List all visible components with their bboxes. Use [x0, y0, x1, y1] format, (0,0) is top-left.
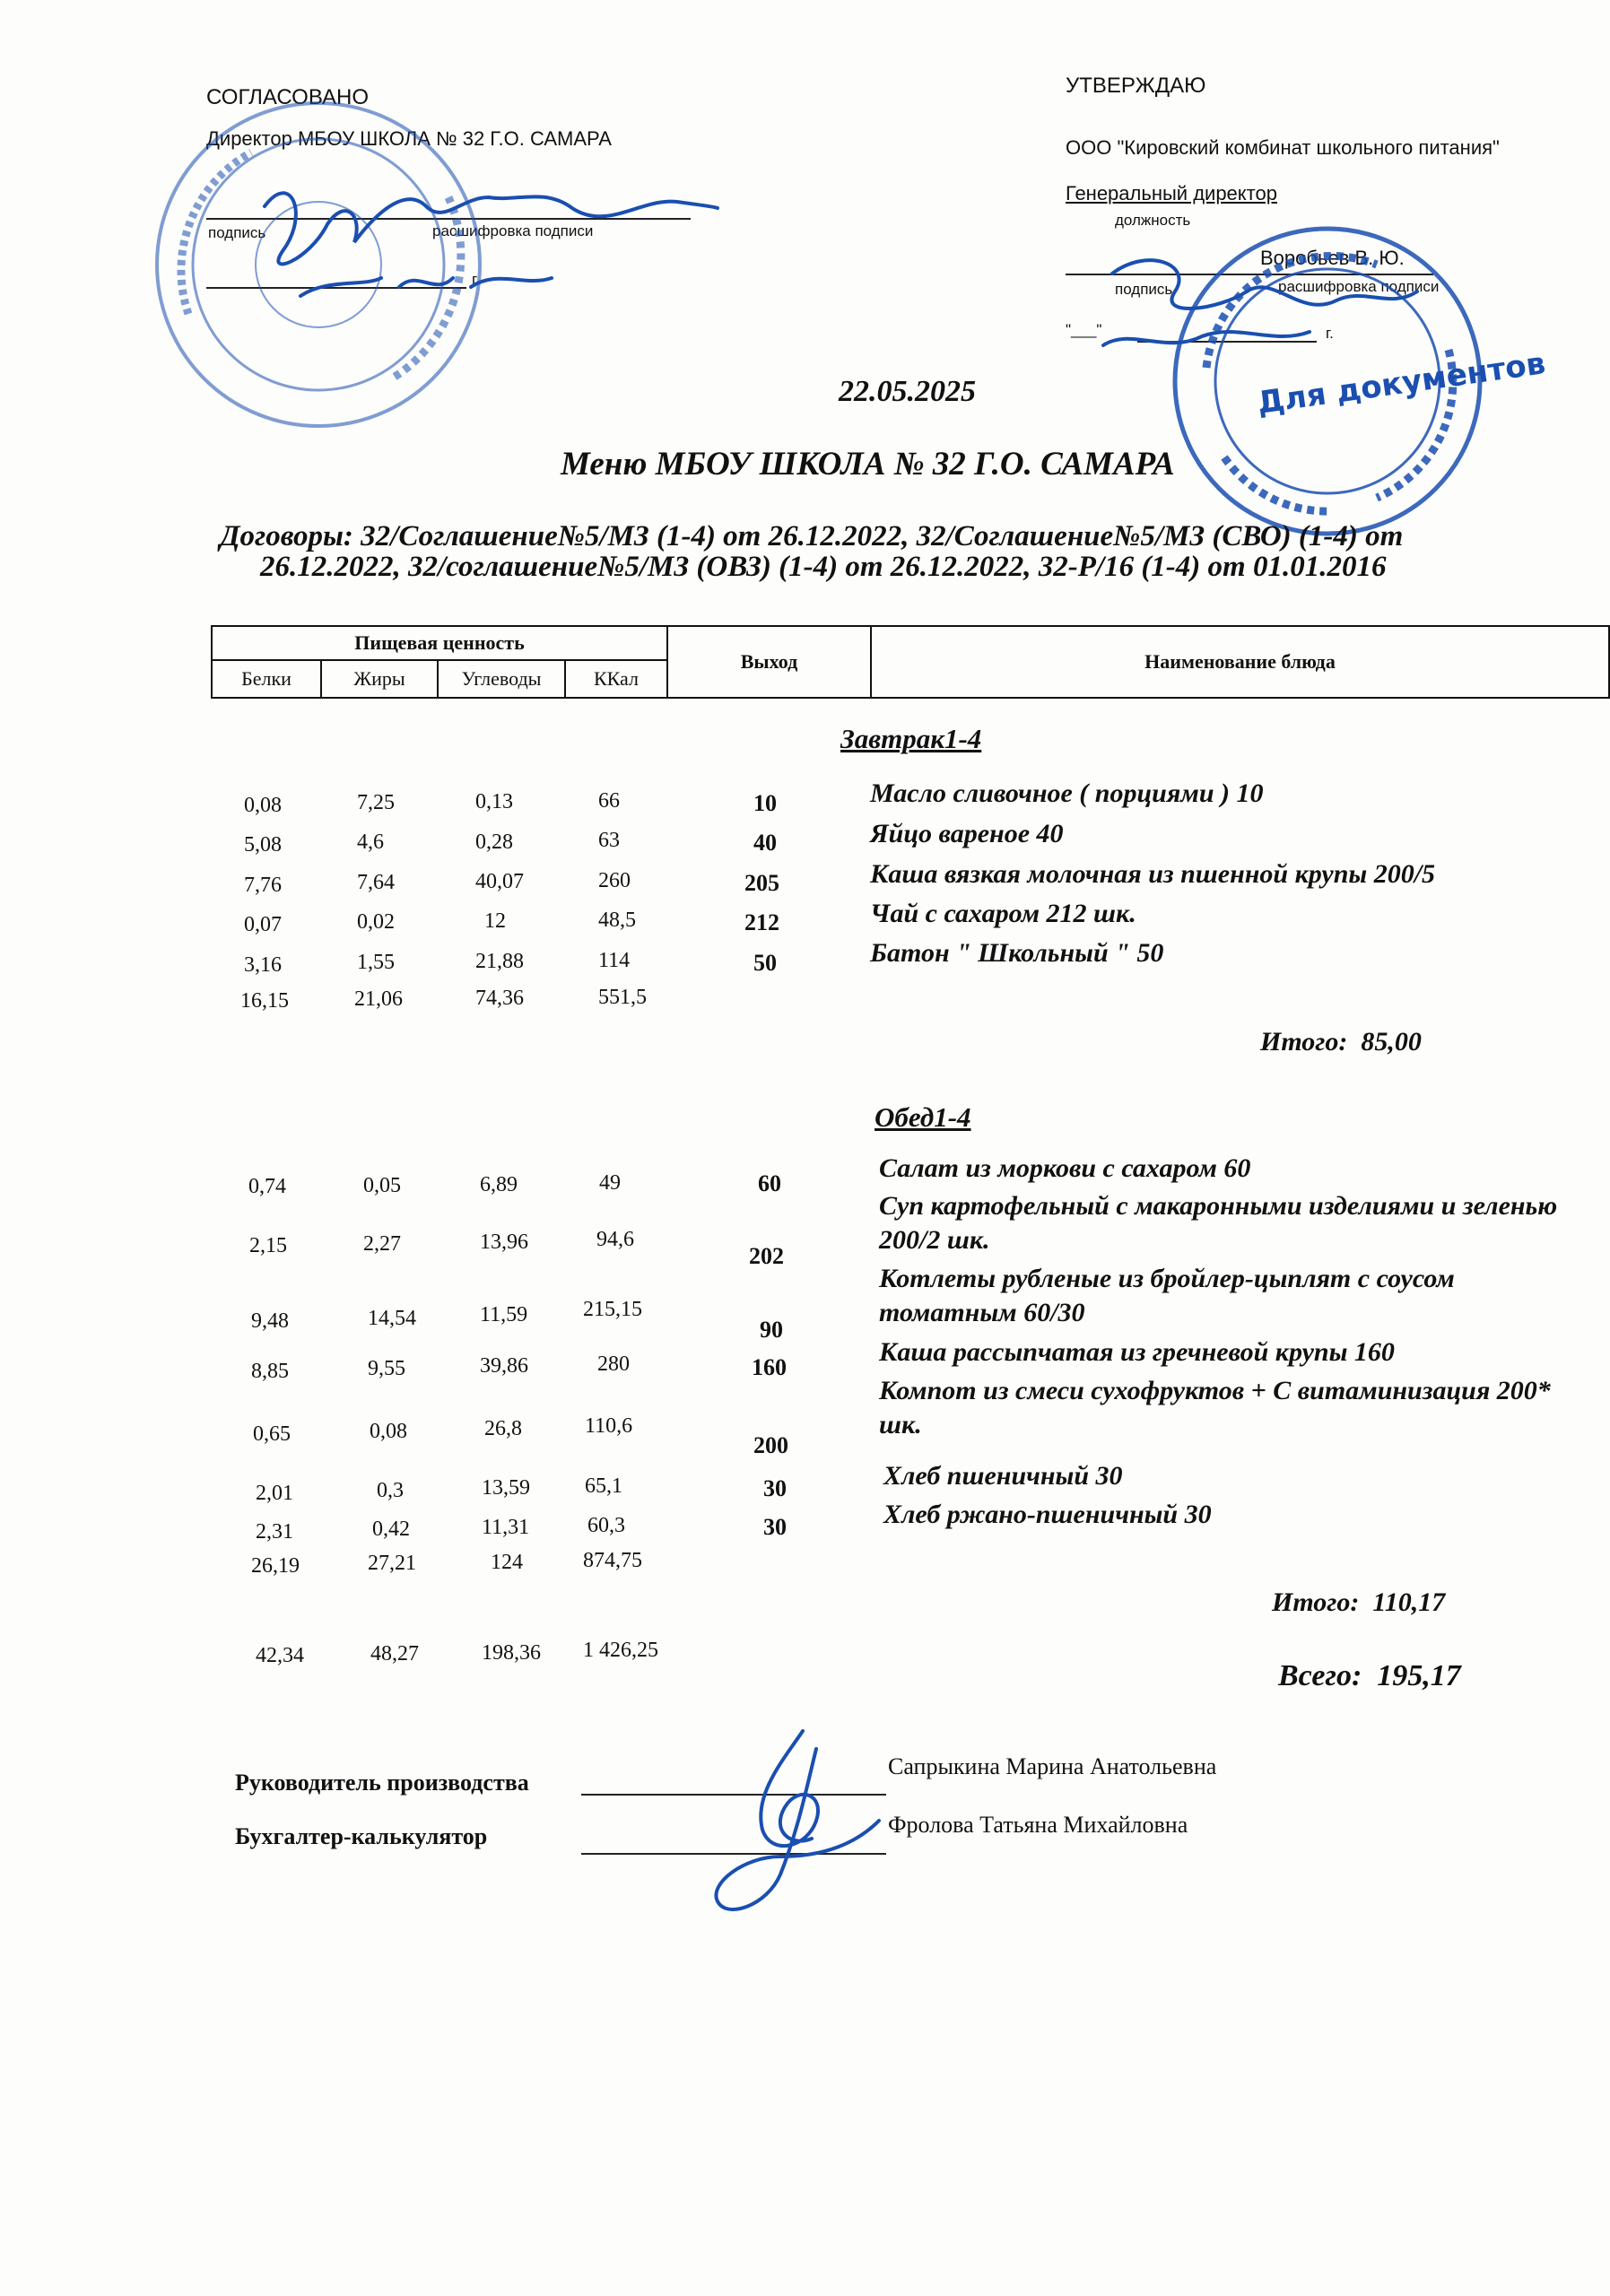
row-dish-name: Салат из моркови с сахаром 60 [879, 1153, 1251, 1183]
grand-kcal: 1 426,25 [583, 1639, 658, 1662]
header-protein: Белки [212, 660, 321, 698]
header-carbs: Углеводы [438, 660, 565, 698]
row-kcal: 215,15 [583, 1298, 642, 1321]
row-fat: 0,05 [363, 1174, 401, 1197]
breakfast-total-label: Итого: [1260, 1027, 1348, 1057]
sum-fat: 27,21 [368, 1552, 416, 1575]
approval-right-decode-caption: расшифровка подписи [1278, 278, 1440, 295]
row-fat: 7,64 [357, 871, 395, 894]
row-kcal: 48,5 [598, 909, 636, 932]
page-title: Меню МБОУ ШКОЛА № 32 Г.О. САМАРА [561, 446, 1175, 483]
row-output: 50 [753, 950, 777, 976]
approval-left-decode-caption: расшифровка подписи [432, 222, 594, 239]
row-fat: 7,25 [357, 791, 395, 814]
production-manager-label: Руководитель производства [235, 1770, 529, 1796]
approval-right-sign-caption: подпись [1115, 281, 1173, 298]
row-dish-name: Компот из смеси сухофруктов + С витаминизация 200* шк. [879, 1376, 1551, 1439]
grand-total-label: Всего: [1278, 1659, 1362, 1692]
row-output: 205 [744, 870, 779, 896]
row-kcal: 110,6 [585, 1414, 633, 1438]
row-carbs: 21,88 [475, 950, 524, 973]
approval-right-signer: Воробьев В. Ю. [1260, 247, 1405, 269]
approval-left-year: г. [472, 271, 480, 288]
row-output: 60 [758, 1170, 781, 1196]
row-carbs: 0,28 [475, 831, 513, 854]
row-kcal: 65,1 [585, 1474, 622, 1498]
row-output: 202 [749, 1243, 784, 1269]
handwritten-signature-left [229, 152, 731, 314]
row-fat: 1,55 [357, 951, 395, 974]
row-protein: 0,74 [248, 1175, 286, 1198]
approval-right-title: УТВЕРЖДАЮ [1066, 74, 1206, 98]
grand-protein: 42,34 [256, 1644, 304, 1667]
row-carbs: 11,31 [482, 1516, 530, 1539]
row-fat: 0,3 [377, 1479, 404, 1502]
section-breakfast-title: Завтрак1-4 [840, 723, 982, 754]
header-output: Выход [667, 626, 871, 698]
contracts-line-2: 26.12.2022, 32/соглашение№5/МЗ (ОВЗ) (1-4) от 26.12.2022, 32-Р/16 (1-4) от 01.01.2016 [260, 551, 1387, 583]
row-output: 40 [753, 830, 777, 856]
row-protein: 7,76 [244, 874, 282, 897]
row-carbs: 40,07 [475, 870, 524, 893]
row-dish-name: Каша вязкая молочная из пшенной крупы 200/5 [870, 859, 1436, 889]
row-output: 212 [744, 909, 779, 935]
row-output: 90 [760, 1317, 783, 1343]
row-fat: 0,02 [357, 910, 395, 934]
row-protein: 2,31 [256, 1520, 293, 1544]
row-protein: 0,07 [244, 913, 282, 936]
row-dish-name: Котлеты рубленые из бройлер-цыплят с соусом томатным 60/30 [879, 1264, 1455, 1327]
row-dish-name: Суп картофельный с макаронными изделиями и зеленью 200/2 шк. [879, 1191, 1558, 1255]
row-kcal: 280 [597, 1352, 630, 1376]
row-protein: 2,01 [256, 1482, 293, 1505]
breakfast-total [1260, 1027, 1422, 1057]
row-dish-name: Каша рассыпчатая из гречневой крупы 160 [879, 1337, 1395, 1367]
row-protein: 9,48 [251, 1309, 289, 1333]
row-fat: 14,54 [368, 1307, 416, 1330]
row-output: 10 [753, 790, 777, 816]
row-kcal: 63 [598, 829, 620, 852]
row-fat: 0,42 [372, 1518, 410, 1541]
sum-protein: 16,15 [240, 989, 289, 1013]
menu-header-table [211, 625, 1610, 699]
grand-fat: 48,27 [370, 1642, 419, 1665]
row-dish-name: Хлеб ржано-пшеничный 30 [883, 1500, 1212, 1529]
header-fat: Жиры [321, 660, 438, 698]
approval-right-position: Генеральный директор [1066, 182, 1277, 204]
sum-kcal: 874,75 [583, 1549, 642, 1572]
header-dish-name: Наименование блюда [871, 626, 1609, 698]
row-dish-name: Яйцо вареное 40 [870, 819, 1064, 848]
sum-carbs: 124 [491, 1551, 523, 1574]
row-carbs: 13,96 [480, 1231, 528, 1254]
row-kcal: 114 [598, 949, 631, 972]
handwritten-signature-right [1067, 238, 1453, 381]
row-carbs: 26,8 [484, 1417, 522, 1440]
approval-right-date-prefix: "___" [1066, 321, 1102, 338]
grand-carbs: 198,36 [482, 1641, 541, 1665]
approval-right-position-caption: должность [1115, 212, 1191, 229]
row-protein: 0,65 [253, 1422, 291, 1446]
row-dish-name: Масло сливочное ( порциями ) 10 [870, 778, 1264, 808]
header-nutrition: Пищевая ценность [212, 626, 667, 660]
row-kcal: 260 [598, 869, 631, 892]
row-carbs: 0,13 [475, 790, 513, 813]
lunch-total-value: 110,17 [1372, 1587, 1446, 1617]
handwritten-signature-bottom [700, 1722, 924, 1937]
grand-total [1278, 1659, 1461, 1693]
row-protein: 8,85 [251, 1360, 289, 1383]
row-output: 160 [752, 1354, 787, 1380]
row-kcal: 49 [599, 1171, 621, 1195]
row-protein: 5,08 [244, 833, 282, 857]
accountant-name: Фролова Татьяна Михайловна [888, 1812, 1188, 1838]
row-carbs: 6,89 [480, 1173, 518, 1196]
row-dish-name: Хлеб пшеничный 30 [883, 1461, 1123, 1491]
accountant-label: Бухгалтер-калькулятор [235, 1823, 488, 1849]
row-fat: 2,27 [363, 1232, 401, 1256]
approval-right-org: ООО "Кировский комбинат школьного питания" [1066, 136, 1500, 159]
sum-protein: 26,19 [251, 1554, 300, 1578]
row-protein: 2,15 [249, 1234, 287, 1257]
approval-left-position: Директор МБОУ ШКОЛА № 32 Г.О. САМАРА [206, 127, 612, 150]
row-dish-name: Чай с сахаром 212 шк. [870, 899, 1136, 928]
row-output: 30 [763, 1475, 787, 1501]
row-fat: 9,55 [368, 1357, 405, 1380]
contracts-line-1: Договоры: 32/Соглашение№5/МЗ (1-4) от 26.12.2022, 32/Соглашение№5/МЗ (СВО) (1-4) от [220, 520, 1404, 552]
seal-right-text: Для документов [1255, 345, 1548, 422]
menu-date: 22.05.2025 [839, 375, 976, 408]
row-carbs: 13,59 [482, 1476, 530, 1500]
section-lunch-title: Обед1-4 [875, 1101, 971, 1133]
row-protein: 3,16 [244, 953, 282, 977]
row-dish-name: Батон " Школьный " 50 [870, 938, 1164, 968]
lunch-total [1272, 1587, 1445, 1618]
sum-kcal: 551,5 [598, 986, 647, 1009]
header-kcal: ККал [565, 660, 667, 698]
row-fat: 4,6 [357, 831, 384, 854]
row-carbs: 11,59 [480, 1303, 528, 1326]
approval-right-year: г. [1326, 325, 1334, 342]
row-carbs: 39,86 [480, 1354, 528, 1378]
row-carbs: 12 [484, 909, 506, 933]
sum-carbs: 74,36 [475, 987, 524, 1010]
breakfast-total-value: 85,00 [1361, 1027, 1422, 1057]
sum-fat: 21,06 [354, 987, 403, 1011]
row-kcal: 66 [598, 789, 620, 813]
row-kcal: 94,6 [596, 1228, 634, 1251]
approval-left-sign-caption: подпись [208, 224, 266, 241]
row-output: 200 [753, 1432, 788, 1458]
grand-total-value: 195,17 [1377, 1659, 1461, 1692]
row-protein: 0,08 [244, 794, 282, 817]
row-fat: 0,08 [370, 1420, 407, 1443]
approval-left-title: СОГЛАСОВАНО [206, 85, 370, 109]
row-kcal: 60,3 [587, 1514, 625, 1537]
row-output: 30 [763, 1514, 787, 1540]
lunch-total-label: Итого: [1272, 1587, 1360, 1617]
production-manager-name: Сапрыкина Марина Анатольевна [888, 1753, 1217, 1779]
